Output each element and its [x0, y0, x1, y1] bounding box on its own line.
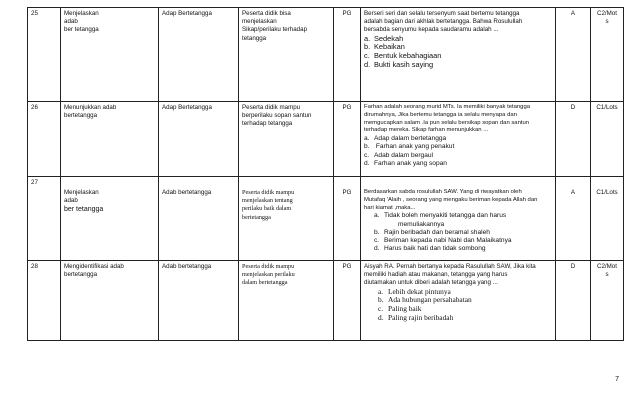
cognitive-level: C1/Lots: [591, 177, 624, 261]
question-type: PG: [334, 177, 361, 261]
learning-indicator-cell: Peserta didik mampu menjelaskan tentang perilaku baik dalam bertetangga: [239, 177, 334, 261]
answer-option: c. Beriman kepada nabi Nabi dan Malaikatnya: [374, 237, 512, 245]
indicator-cell: Menjelaskan adab ber tetangga: [61, 8, 159, 102]
question-grid-table: [27, 7, 624, 341]
page-number: 7: [615, 376, 619, 383]
learning-indicator-cell: Peserta didik mampu berperilaku sopan santun terhadap tetangga: [239, 102, 334, 177]
table-row: [28, 102, 624, 177]
material-cell: Adab bertetangga: [159, 261, 239, 341]
table-row: [28, 8, 624, 102]
table-row: [28, 261, 624, 341]
answer-option: b. Farhan anak yang penakut: [364, 143, 455, 151]
answer-options: [364, 212, 552, 253]
answer-option: b. Kebaikan: [364, 42, 405, 52]
answer-key: A: [556, 8, 591, 102]
cognitive-level: C1/Lots: [591, 102, 624, 177]
answer-option: a. Adap dalam bertetangga: [364, 135, 447, 143]
answer-option: c. Adab dalam bergaul: [364, 151, 434, 159]
indicator-cell: Menunjukkan adab bertetangga: [61, 102, 159, 177]
question-cell: Berdasarkan sabda rosulullah SAW. Yang di riwayatkan oleh Mutafaq 'Alaih , seorang yang mengaku beriman kepada Allah dan hari kiamat ,maka... a. Tidak boleh menyakiti tetangga dan harus memuliakannya b. Rajin beribadah dan beramal shaleh c. Beriman kepada nabi Nabi dan Malaikatnya d. Harus baik hati dan tidak sombong: [361, 177, 556, 261]
question-number: 28: [28, 261, 61, 341]
table-row: [28, 177, 624, 261]
cognitive-level: C2/Mot s: [591, 8, 624, 102]
material-cell: Adap Bertetangga: [159, 102, 239, 177]
answer-key: A: [556, 177, 591, 261]
question-type: PG: [334, 261, 361, 341]
question-cell: Berseri seri dan selalu tersenyum saat bertemu tetangga adalah bagian dari akhlak bertetangga. Bahwa Rosulullah bersabda senyumu kepada saudaramu adalah ... a. Sedekah b. Kebaikan c. Bentuk kebahagiaan d. Bukti kasih saying: [361, 8, 556, 102]
answer-option: a. Lebih dekat pintunya: [378, 286, 451, 296]
material-cell: Adab bertetangga: [159, 177, 239, 261]
material-cell: Adap Bertetangga: [159, 8, 239, 102]
indicator-cell: Menjelaskan adab ber tetangga: [61, 177, 159, 261]
answer-option: d. Harus baik hati dan tidak sombong: [374, 245, 486, 253]
answer-option: d. Bukti kasih saying: [364, 60, 434, 70]
question-type: PG: [334, 8, 361, 102]
learning-indicator-cell: Peserta didik bisa menjelaskan Sikap/perilaku terhadap tetangga: [239, 8, 334, 102]
learning-indicator-cell: Peserta didik mampu menjelaskan perilaku dalam bertetangga: [239, 261, 334, 341]
answer-option: d. Farhan anak yang sopan: [364, 159, 447, 167]
question-type: PG: [334, 102, 361, 177]
answer-option: c. Bentuk kebahagiaan: [364, 51, 442, 61]
answer-option: b. Rajin beribadah dan beramal shaleh: [374, 228, 490, 236]
answer-option: a. Tidak boleh menyakiti tetangga dan harus memuliakannya: [374, 212, 507, 228]
question-cell: Aisyah RA. Pernah bertanya kepada Rasulullah SAW, Jika kita memiliki hadiah atau makanan, tetangga yang harus diutamakan untuk diberi adalah tetangga yang ... a. Lebih dekat pintunya b. Ada hubungan persahabatan c. Paling baik d. Paling rajin beribadah: [361, 261, 556, 341]
question-number: 25: [28, 8, 61, 102]
answer-option: a. Sedekah: [364, 33, 404, 43]
answer-option: b. Ada hubungan persahabatan: [378, 295, 472, 305]
question-cell: Farhan adalah seorang murid MTs. Ia memiliki banyak tetangga dirumahnya, Jika bertemu tetangga ia selalu menyapa dan memgucapkan salam .Ia pun selalu bersikap sopan dan santun terhadap mereka. Sikap farhan menunjukkan ... a. Adap dalam bertetangga b. Farhan anak yang penakut c. Adab dalam bergaul d. Farhan anak yang sopan: [361, 102, 556, 177]
cognitive-level: C2/Mot s: [591, 261, 624, 341]
answer-options: [364, 288, 552, 324]
indicator-cell: Mengidentifikasi adab bertetangga: [61, 261, 159, 341]
answer-options: [364, 135, 552, 168]
answer-option: d. Paling rajin beribadah: [378, 313, 454, 323]
answer-key: D: [556, 261, 591, 341]
question-number: 27: [28, 177, 61, 261]
answer-option: c. Paling baik: [378, 304, 422, 314]
answer-options: [364, 35, 552, 71]
answer-key: D: [556, 102, 591, 177]
question-number: 26: [28, 102, 61, 177]
